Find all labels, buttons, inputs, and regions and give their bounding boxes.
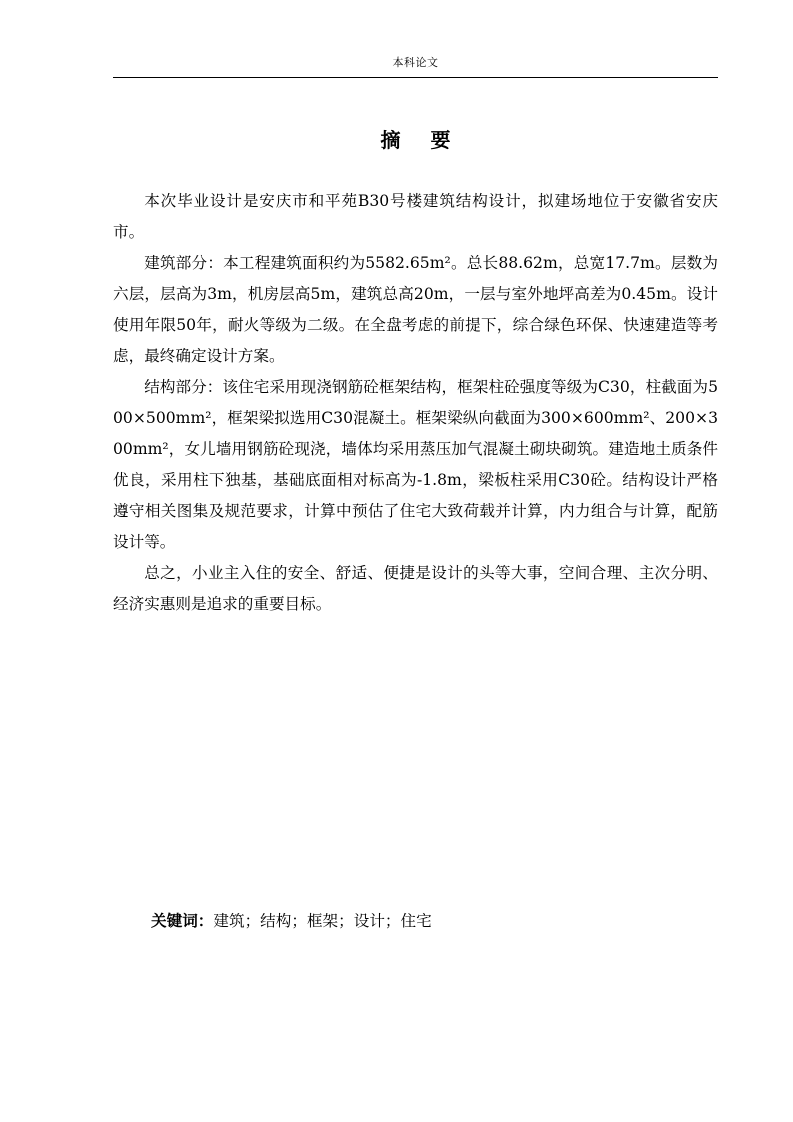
abstract-title: 摘要 [380,128,481,152]
keywords-label: 关键词： [151,911,214,930]
abstract-paragraph-structure: 结构部分：该住宅采用现浇钢筋砼框架结构，框架柱砼强度等级为C30，柱截面为500×500mm²，框架梁拟选用C30混凝土。框架梁纵向截面为300×600mm²、200×300mm²，女儿墙用钢筋砼现浇，墙体均采用蒸压加气混凝土砌块砌筑。建造地土质条件优良，采用柱下独基，基础底面相对标高为-1.8m，梁板柱采用C30砼。结构设计严格遵守相关图集及规范要求，计算中预估了住宅大致荷载并计算，内力组合与计算，配筋设计等。 [113,378,718,551]
abstract-body [113,186,718,620]
abstract-paragraph-architecture: 建筑部分：本工程建筑面积约为5582.65m²。总长88.62m，总宽17.7m。层数为六层，层高为3m，机房层高5m，建筑总高20m，一层与室外地坪高差为0.45m。设计使用年限50年，耐火等级为二级。在全盘考虑的前提下，综合绿色环保、快速建造等考虑，最终确定设计方案。 [113,254,718,365]
keywords-text: 建筑；结构；框架；设计；住宅 [213,912,432,930]
running-header: 本科论文 [392,56,439,69]
keywords-line [151,908,711,934]
abstract-paragraph-conclusion: 总之，小业主入住的安全、舒适、便捷是设计的头等大事，空间合理、主次分明、经济实惠则是追求的重要目标。 [113,564,718,613]
abstract-paragraph-intro: 本次毕业设计是安庆市和平苑B30号楼建筑结构设计，拟建场地位于安徽省安庆市。 [113,192,718,241]
header-rule [113,77,718,78]
